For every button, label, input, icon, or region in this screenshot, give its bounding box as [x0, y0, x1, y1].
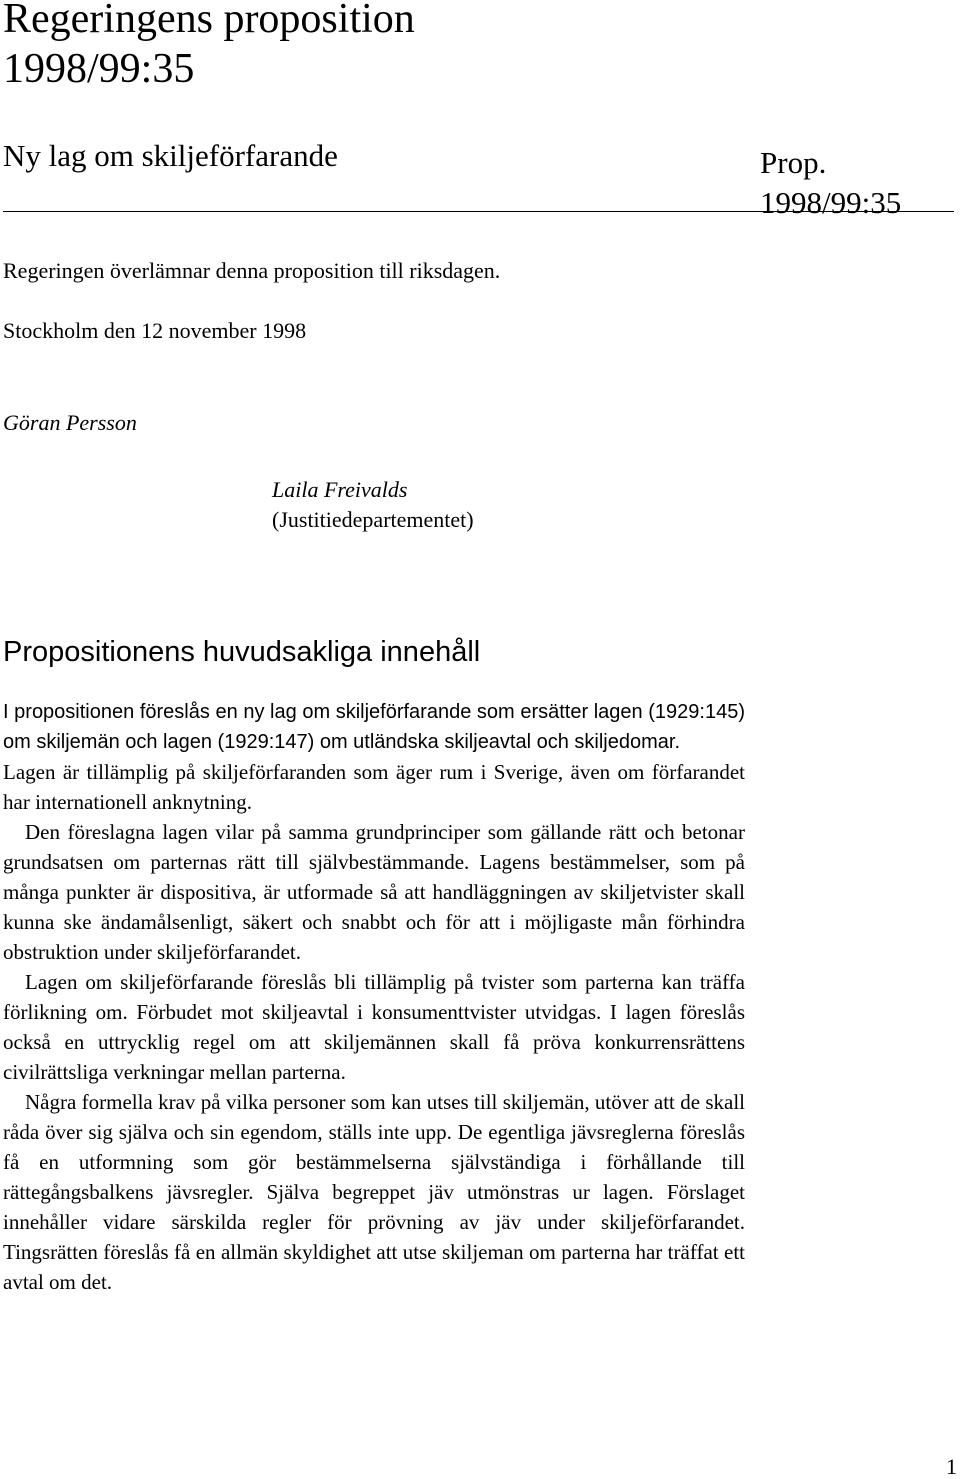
header-divider [3, 211, 954, 212]
section-heading: Propositionens huvudsakliga innehåll [3, 636, 481, 668]
document-title [3, 0, 415, 94]
title-line-1: Regeringens proposition [3, 0, 415, 42]
paragraph-1: I propositionen föreslås en ny lag om skiljeförfarande som ersätter lagen (1929:145) om skiljemän och lagen (1929:147) om utländska skiljeavtal och skiljedomar. [3, 701, 745, 753]
department-name: (Justitiedepartementet) [272, 507, 474, 532]
paragraph-4: Lagen om skiljeförfarande föreslås bli tillämplig på tvister som parterna kan träffa förlikning om. Förbudet mot skiljeavtal i konsumenttvister utvidgas. I lagen föreslås också en uttrycklig regel om att skiljemännen skall få pröva konkurrensrättens civilrättsliga verkningar mellan parterna. [3, 970, 745, 1084]
prop-label-line-2: 1998/99:35 [760, 185, 902, 220]
prop-label-line-1: Prop. [760, 145, 827, 180]
signatory-minister: Laila Freivalds [272, 477, 408, 502]
signatory-prime-minister: Göran Persson [3, 410, 137, 435]
summary-body [3, 697, 745, 1297]
submission-statement: Regeringen överlämnar denna proposition till riksdagen. [3, 258, 501, 283]
paragraph-3: Den föreslagna lagen vilar på samma grundprinciper som gällande rätt och betonar grundsatsen om parternas rätt till självbestämmande. Lagens bestämmelser, som på många punkter är dispositiva, är utformade så att handläggningen av skiljetvister skall kunna ske ändamålsenligt, säkert och snabbt och för att i möjligaste mån förhindra obstruktion under skiljeförfarandet. [3, 820, 745, 964]
title-line-2: 1998/99:35 [3, 46, 195, 92]
paragraph-5: Några formella krav på vilka personer som kan utses till skiljemän, utöver att de skall råda över sig själva och sin egendom, ställs inte upp. De egentliga jävsreglerna föreslås få en utformning som gör bestämmelserna självständiga i förhållande till rättegångsbalkens jävsregler. Själva begreppet jäv utmönstras ur lagen. Förslaget innehåller vidare särskilda regler för prövning av jäv under skiljeförfarandet. Tingsrätten föreslås få en allmän skyldighet att utse skiljeman om parterna har träffat ett avtal om det. [3, 1090, 745, 1294]
paragraph-2: Lagen är tillämplig på skiljeförfaranden som äger rum i Sverige, även om förfarandet har internationell anknytning. [3, 760, 745, 814]
place-and-date: Stockholm den 12 november 1998 [3, 318, 307, 343]
page-number: 1 [946, 1454, 957, 1479]
document-subtitle: Ny lag om skiljeförfarande [3, 138, 338, 173]
